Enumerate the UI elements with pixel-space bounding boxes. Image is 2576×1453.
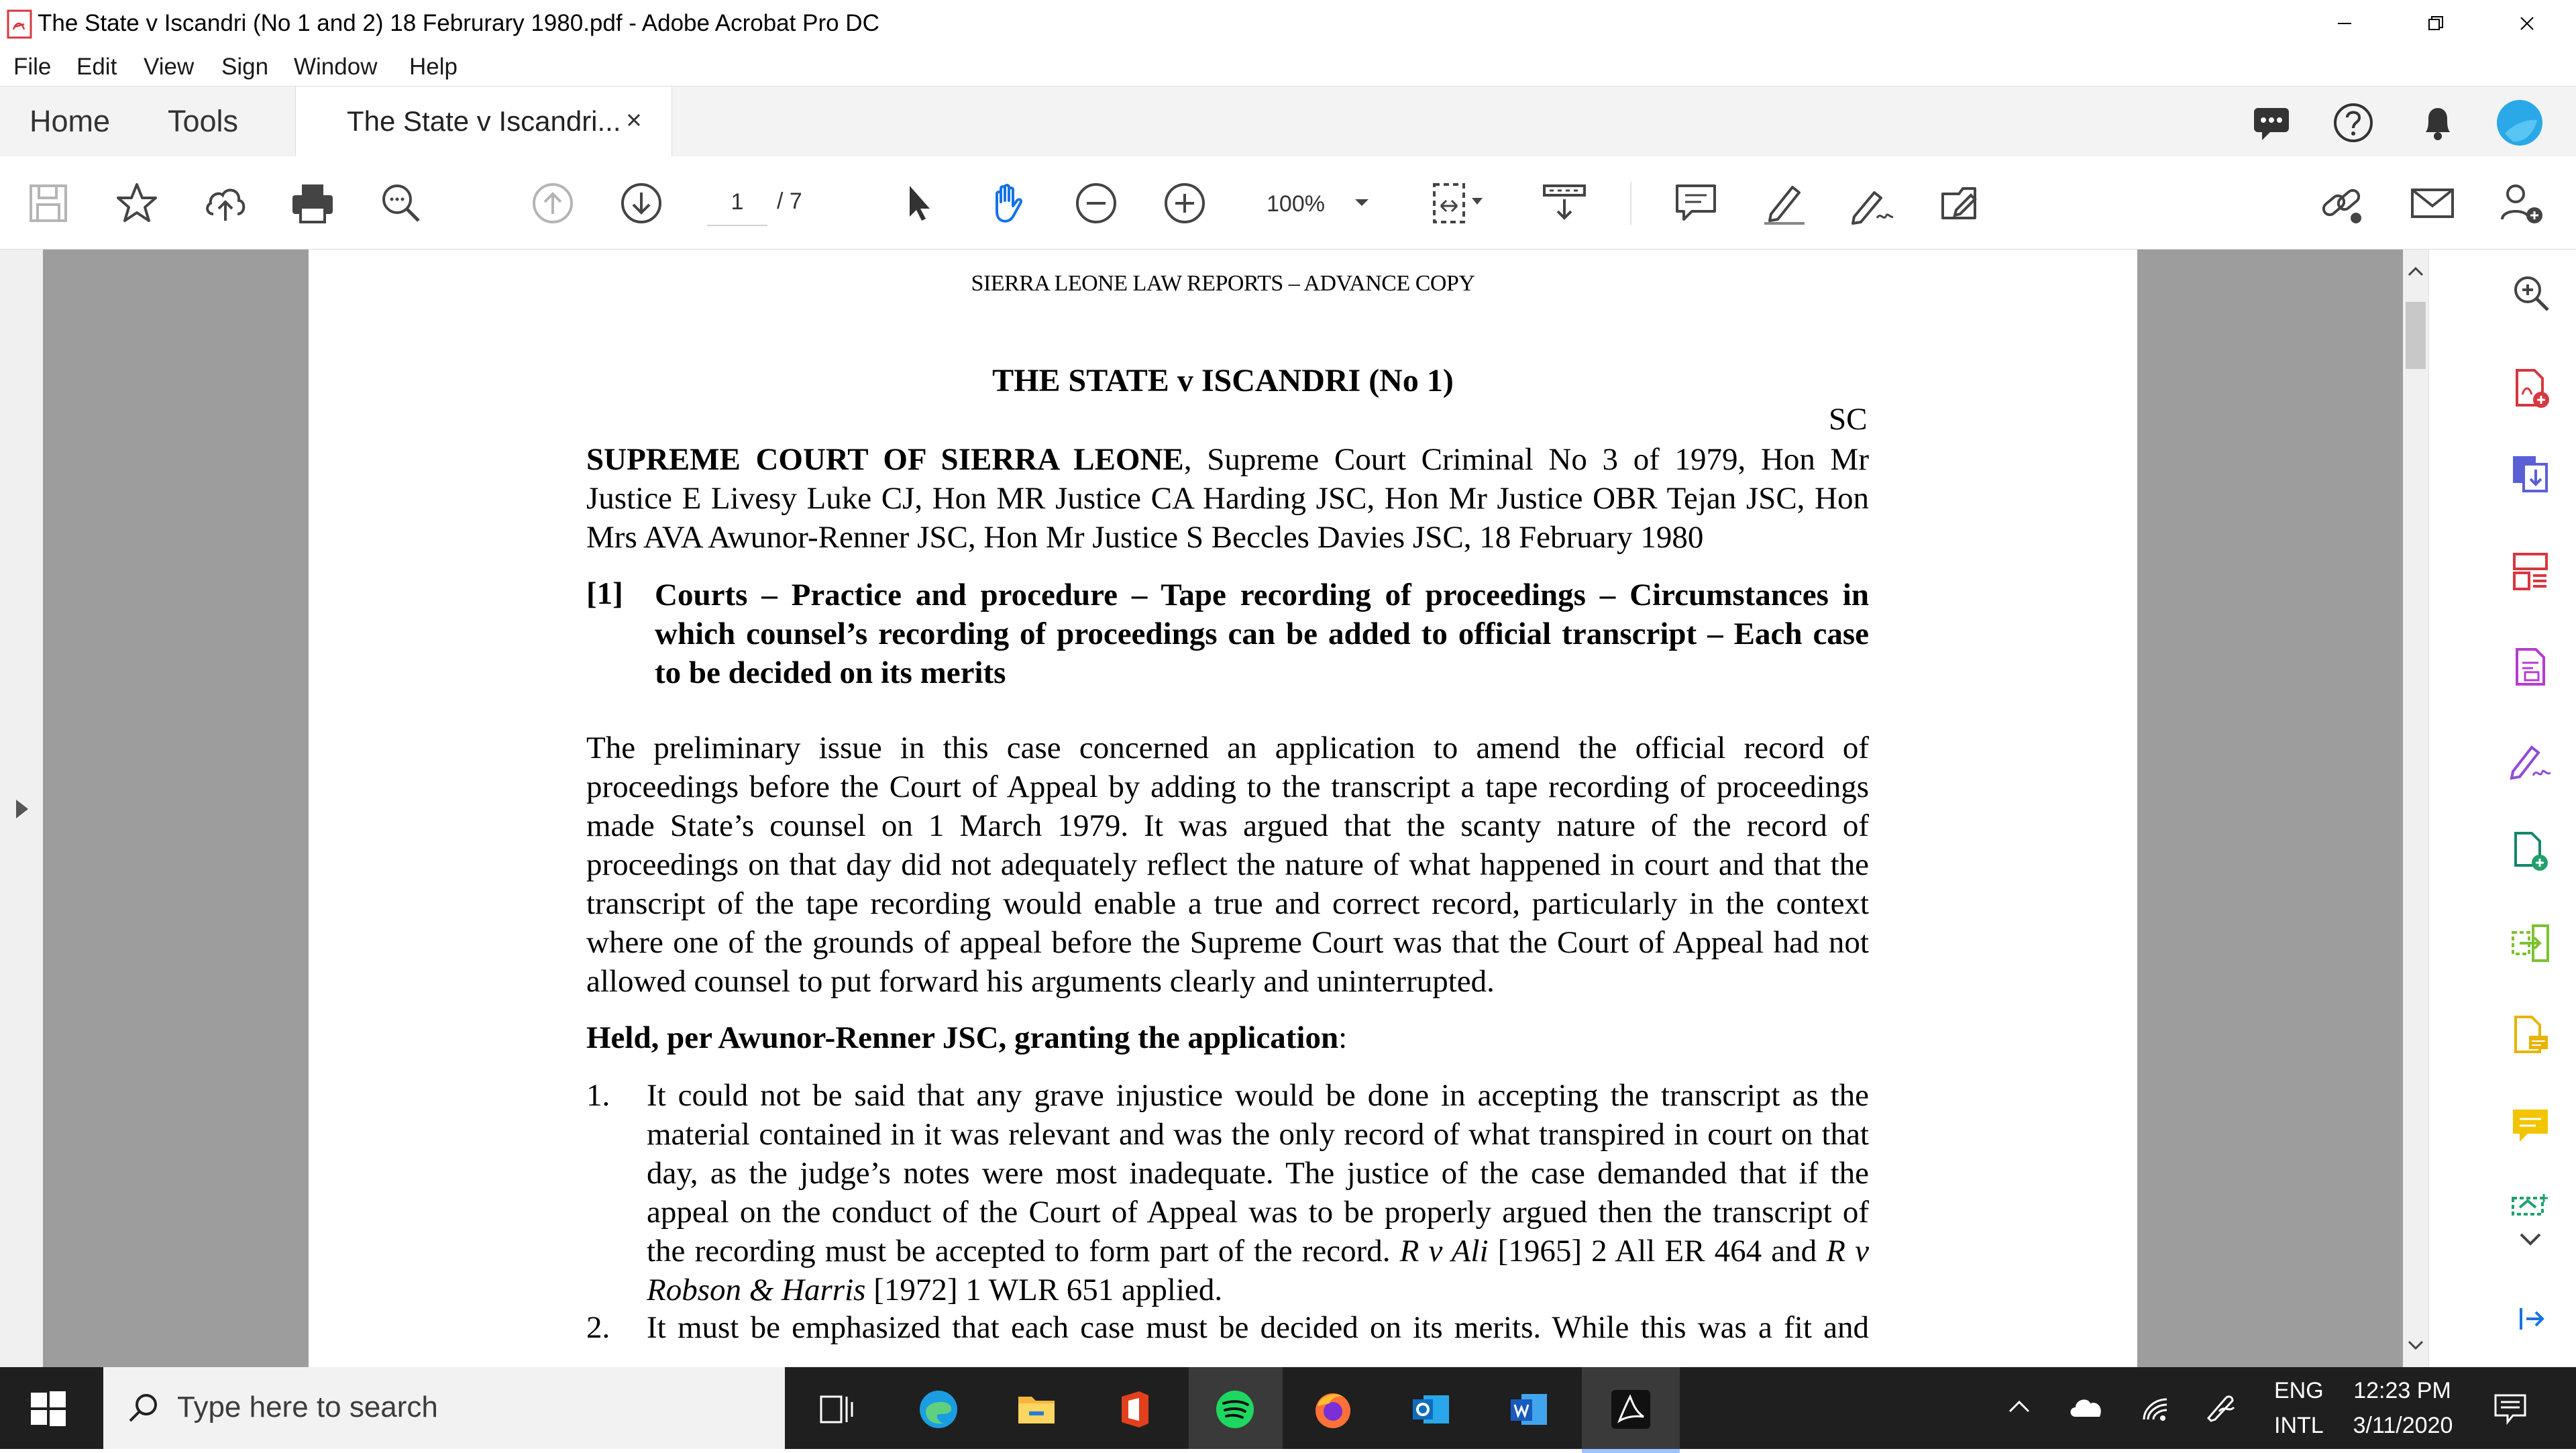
clock-time[interactable]: 12:23 PM [2353,1378,2451,1403]
held-item-1 [647,1076,1869,1309]
headnote-line: to be decided on its merits [655,655,1006,690]
arrow-down-circle-icon [617,179,665,227]
menu-view[interactable]: View [144,54,195,80]
export-pdf-icon [2509,452,2552,495]
acrobat-taskbar-button[interactable] [1609,1387,1653,1432]
arrow-up-circle-icon [529,179,577,227]
close-tab-button[interactable] [619,105,649,135]
restore-button[interactable] [2399,0,2473,47]
item-line: appeal on the conduct of the Court of Appeal was to be properly argued then the transcript of [647,1195,1869,1230]
add-comment-button[interactable] [1672,179,1720,227]
pen-sign-icon [1847,179,1896,227]
held-line [586,1018,1347,1057]
comments-button[interactable] [2250,101,2293,144]
menu-bar [0,47,2576,86]
item-line: day, as the judge’s notes were most inadequate. The justice of the case demanded that if the [647,1156,1869,1191]
clock-date[interactable]: 3/11/2020 [2353,1413,2453,1438]
help-icon [2332,101,2375,144]
summary-line: transcript of the tape recording would enable a true and correct record, particularly in the context [586,886,1869,921]
item-line [647,1232,1869,1271]
toolbar [0,156,2576,250]
task-view-icon [814,1387,859,1432]
headnote-line: Courts – Practice and procedure – Tape recording of proceedings – Circumstances in [655,578,1869,612]
office-taskbar-button[interactable] [1112,1387,1157,1432]
request-files-button[interactable] [2509,1013,2552,1056]
outlook-taskbar-button[interactable] [1409,1387,1453,1432]
citation-line: Justice E Livesy Luke CJ, Hon MR Justice CA Harding JSC, Hon Mr Justice OBR Tejan JSC, Hon [586,481,1869,516]
language-indicator-bottom[interactable]: INTL [2274,1413,2324,1438]
restore-icon [2426,13,2446,34]
case-citation: Robson & Harris [647,1273,866,1307]
fit-page-icon [1429,179,1489,227]
vertical-scrollbar[interactable] [2403,250,2428,1367]
cloud-icon [2068,1394,2105,1421]
close-icon [2517,13,2537,34]
chevron-down-icon [2518,1232,2542,1248]
case-citation: R v [1826,1234,1870,1269]
item-number: 1. [586,1078,610,1113]
item-line [647,1271,1869,1309]
combine-files-icon [2509,829,2552,872]
start-button[interactable] [30,1390,67,1428]
chevron-up-icon [2007,1397,2031,1415]
create-pdf-button[interactable] [2509,366,2552,409]
task-view-button[interactable] [814,1387,859,1432]
next-page-button[interactable] [617,179,665,227]
highlight-button[interactable] [1760,179,1809,227]
bookmark-star-button[interactable] [113,179,161,227]
summary-line: The preliminary issue in this case concerned an application to amend the official record of [586,731,1869,765]
signature-icon [2509,738,2552,781]
notifications-button[interactable] [2416,101,2459,144]
chevron-down-icon [2408,1340,2424,1351]
citation-line [586,440,1869,479]
hand-tool-button[interactable] [983,179,1032,227]
pen-workspace-tray-icon[interactable] [2204,1391,2238,1425]
acrobat-app-icon [7,9,34,39]
taskbar-search-box[interactable] [103,1367,785,1449]
notification-center-icon [2493,1393,2528,1425]
email-button[interactable] [2408,179,2457,227]
more-tools-button[interactable] [2518,1232,2542,1248]
pdf-page [309,250,2137,1367]
onedrive-tray-icon[interactable] [2068,1394,2105,1421]
arrow-right-bar-icon [2517,1304,2546,1334]
compare-files-button[interactable] [2509,922,2552,965]
cloud-upload-icon [201,179,250,227]
summary-paragraph [586,729,1869,1001]
title-bar [0,0,2576,47]
organize-pages-icon [2509,550,2552,593]
citation-text: , Supreme Court Criminal No 3 of 1979, Hon Mr [1183,442,1869,477]
fill-sign-icon [1936,179,1984,227]
item-line: It must be emphasized that each case must be decided on its merits. While this was a fit and [647,1310,1869,1345]
wifi-icon [2140,1394,2169,1423]
comment-icon [1672,179,1720,227]
windows-logo-icon [30,1390,67,1428]
summary-line: proceedings before the Court of Appeal by adding to the transcript a tape recording of proceedings [586,769,1869,804]
word-taskbar-button[interactable] [1507,1387,1551,1432]
envelope-icon [2408,179,2457,227]
firefox-taskbar-button[interactable] [1311,1387,1355,1432]
item-line: It could not be said that any grave injustice would be done in accepting the transcript as the [647,1078,1869,1113]
comment-bubble-icon [2509,1104,2552,1147]
menu-file[interactable]: File [13,54,52,80]
tools-pane [2428,250,2576,1367]
star-icon [113,179,161,227]
scroll-mode-button[interactable] [1540,179,1589,227]
select-tool-button[interactable] [895,179,943,227]
tab-tools[interactable]: Tools [168,104,239,138]
minus-circle-icon [1072,179,1120,227]
zoom-level-value: 100% [1267,191,1325,217]
minimize-button[interactable] [2308,0,2381,47]
printer-icon [288,179,337,227]
scroll-mode-icon [1540,179,1589,227]
zoom-level-select[interactable] [1252,183,1379,225]
acrobat-icon [1609,1387,1653,1432]
summary-line: allowed counsel to put forward his arguments clearly and uninterrupted. [586,964,1495,999]
edge-taskbar-button[interactable] [916,1387,961,1432]
language-indicator-top[interactable]: ENG [2274,1378,2324,1403]
headnote-number: [1] [586,576,623,611]
document-tab-label: The State v Iscandri... [347,105,621,137]
highlighter-icon [1760,179,1809,227]
menu-edit[interactable]: Edit [76,54,117,80]
summary-line: made State’s counsel on 1 March 1979. It was argued that the scanty nature of the record of [586,808,1869,843]
share-link-button[interactable] [2317,179,2365,227]
comment-tool-button[interactable] [2509,1104,2552,1147]
headnote-line: which counsel’s recording of proceedings can be added to official transcript – Each case [655,616,1869,651]
action-center-button[interactable] [2493,1393,2528,1425]
plus-circle-icon [1161,179,1209,227]
item-text: [1965] 2 All ER 464 and [1488,1234,1827,1269]
upload-cloud-button[interactable] [201,179,250,227]
headnote [655,576,1869,692]
zoom-in-button[interactable] [1161,179,1209,227]
chevron-up-icon [2408,266,2424,276]
minimize-icon [2334,13,2355,34]
find-button[interactable] [377,179,425,227]
previous-page-button[interactable] [529,179,577,227]
organize-pages-button[interactable] [2509,550,2552,593]
cursor-arrow-icon [895,179,943,227]
held-colon: : [1338,1020,1348,1055]
page-total: / 7 [777,189,802,214]
office-icon [1112,1387,1157,1432]
court-code: SC [1829,402,1868,437]
hand-icon [983,179,1032,227]
zoom-in-icon [2509,271,2552,314]
spotify-taskbar-button[interactable] [1213,1387,1257,1432]
edit-pdf-button[interactable] [2509,645,2552,688]
file-explorer-taskbar-button[interactable] [1014,1387,1059,1432]
case-citation: R v Ali [1399,1234,1489,1269]
pen-icon [2204,1391,2238,1425]
held-item-2 [647,1308,1869,1347]
zoom-tool-button[interactable] [2509,271,2552,314]
court-name: SUPREME COURT OF SIERRA LEONE [586,442,1184,477]
case-title: THE STATE v ISCANDRI (No 1) [992,363,1454,398]
chevron-down-icon [1354,198,1370,209]
edge-icon [916,1387,961,1432]
bell-icon [2416,101,2459,144]
menu-sign[interactable]: Sign [221,54,269,80]
combine-files-button[interactable] [2509,829,2552,872]
file-comment-icon [2509,1013,2552,1056]
wifi-tray-icon[interactable] [2140,1394,2169,1423]
expand-left-panel-button[interactable] [12,798,31,820]
window-title: The State v Iscandri (No 1 and 2) 18 Februrary 1980.pdf - Adobe Acrobat Pro DC [38,10,879,36]
close-window-button[interactable] [2490,0,2564,47]
search-icon [377,179,425,227]
page-number-input[interactable] [707,179,767,226]
show-hidden-icons-button[interactable] [2007,1397,2031,1415]
spotify-icon [1213,1387,1257,1432]
chevron-right-icon [12,798,31,820]
tab-bar [0,86,2576,157]
search-placeholder: Type here to search [177,1391,438,1423]
fill-and-sign-button[interactable] [2509,738,2552,781]
send-for-signature-button[interactable] [1936,179,1984,227]
add-user-button[interactable] [2497,179,2545,227]
running-header: SIERRA LEONE LAW REPORTS – ADVANCE COPY [971,271,1475,296]
outlook-icon [1409,1387,1453,1432]
summary-line: proceedings on that day did not adequately reflect the nature of what happened in court and that the [586,847,1869,882]
collapse-tools-pane-button[interactable] [2517,1304,2546,1334]
menu-help[interactable]: Help [409,54,458,80]
search-icon [126,1391,160,1425]
item-text: the recording must be accepted to form part of the record. [647,1234,1400,1269]
chat-bubble-icon [2250,101,2293,144]
summary-line: where one of the grounds of appeal before the Supreme Court was that the Court of Appeal had not [586,925,1869,960]
toolbar-separator [1630,182,1631,225]
citation-line: Mrs AVA Awunor-Renner JSC, Hon Mr Justice S Beccles Davies JSC, 18 February 1980 [586,520,1704,555]
add-person-icon [2497,179,2545,227]
save-icon [24,179,72,227]
tab-document[interactable] [295,87,672,156]
account-avatar[interactable] [2496,99,2544,147]
firefox-icon [1311,1387,1355,1432]
held-bold: Held, per Awunor-Renner JSC, granting the application [586,1020,1339,1055]
help-button[interactable] [2332,101,2375,144]
compare-icon [2509,922,2552,965]
link-icon [2317,179,2365,227]
word-icon [1507,1387,1551,1432]
item-text: [1972] 1 WLR 651 applied. [865,1273,1223,1307]
export-pdf-button[interactable] [2509,452,2552,495]
send-review-icon [2509,1191,2552,1218]
save-button[interactable] [24,179,72,227]
sign-button[interactable] [1847,179,1896,227]
item-number: 2. [586,1310,610,1345]
edit-pdf-icon [2509,645,2552,688]
avatar-icon [2496,99,2544,147]
fit-page-button[interactable] [1429,179,1489,227]
send-for-review-button[interactable] [2509,1191,2552,1218]
tab-home[interactable]: Home [30,104,111,138]
item-line: material contained in it was relevant and was the only record of what transpired in court on that [647,1117,1869,1152]
scrollbar-thumb[interactable] [2406,302,2426,369]
close-icon [619,105,649,135]
zoom-out-button[interactable] [1072,179,1120,227]
create-pdf-icon [2509,366,2552,409]
print-button[interactable] [288,179,337,227]
menu-window[interactable]: Window [294,54,378,80]
folder-icon [1014,1387,1059,1432]
